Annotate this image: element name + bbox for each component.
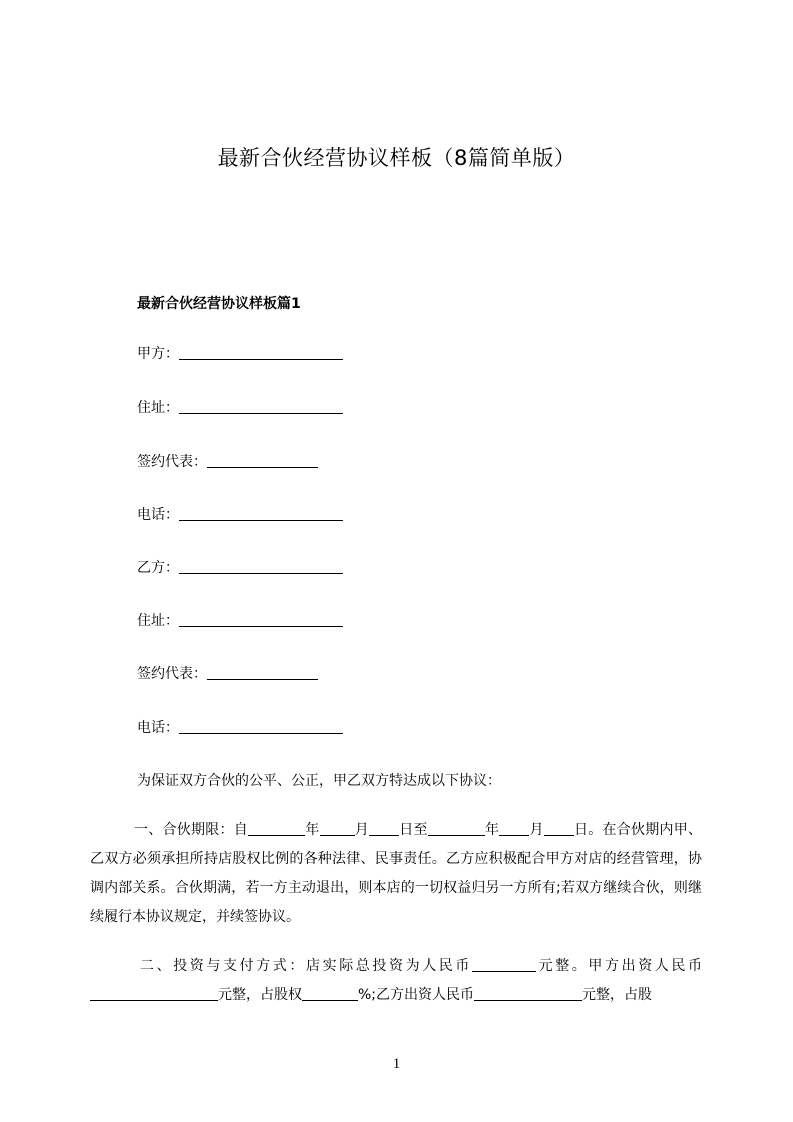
blank-line: [179, 612, 343, 627]
clause-1-paragraph: [90, 816, 702, 932]
blank-line: [179, 399, 343, 414]
clause-text: 元整，占股: [582, 987, 653, 1003]
clause-text: 元整。甲方出资人民币: [536, 958, 702, 974]
section-title: 最新合伙经营协议样板篇1: [137, 296, 301, 312]
clause-2-paragraph: [90, 952, 702, 1010]
clause-text: 年: [484, 822, 500, 838]
field-label: 住址：: [137, 613, 179, 629]
blank-line: [544, 821, 574, 836]
party-a-representative-field: [137, 452, 318, 472]
party-b-phone-field: [137, 718, 343, 738]
clause-text: 月: [529, 822, 544, 838]
field-label: 乙方：: [137, 560, 179, 576]
blank-line: [207, 665, 318, 680]
blank-line: [472, 957, 536, 972]
field-label: 电话：: [137, 720, 179, 736]
field-label: 电话：: [137, 507, 179, 523]
blank-line: [320, 821, 355, 836]
clause-text: %;乙方出资人民币: [358, 987, 475, 1003]
blank-line: [207, 453, 318, 468]
blank-line: [302, 986, 358, 1001]
field-label: 住址：: [137, 400, 179, 416]
clause-text: 一、合伙期限：自: [134, 822, 248, 838]
field-label: 签约代表：: [137, 666, 207, 682]
party-a-phone-field: [137, 505, 343, 525]
clause-text: 二、投资与支付方式：店实际总投资为人民币: [140, 958, 472, 974]
blank-line: [179, 559, 343, 574]
document-title: 最新合伙经营协议样板（8篇简单版）: [217, 146, 576, 170]
blank-line: [428, 821, 485, 836]
blank-line: [179, 506, 343, 521]
field-label: 甲方：: [137, 346, 179, 362]
clause-text: 年: [305, 822, 320, 838]
blank-line: [474, 986, 582, 1001]
clause-text: 日。在合伙期内甲、乙双方必须承担所持店股权比例的各种法律、民事责任。乙方应积极配合甲方对店的经营管理，协调内部关系。合伙期满，若一方主动退出，则本店的一切权益归另一方所有;若双方继续合伙，则继续履行本协议规定，并续签协议。: [90, 822, 702, 925]
party-b-representative-field: [137, 664, 318, 684]
clause-text: 元整，占股权: [218, 987, 302, 1003]
blank-line: [248, 821, 305, 836]
blank-line: [179, 345, 343, 360]
party-a-address-field: [137, 398, 343, 418]
intro-paragraph: 为保证双方合伙的公平、公正，甲乙双方特达成以下协议：: [137, 773, 501, 789]
party-b-address-field: [137, 611, 343, 631]
clause-text: 月: [354, 822, 369, 838]
blank-line: [499, 821, 529, 836]
party-b-name-field: [137, 558, 343, 578]
blank-line: [179, 719, 343, 734]
blank-line: [90, 986, 218, 1001]
clause-text: 日至: [399, 822, 428, 838]
party-a-name-field: [137, 344, 343, 364]
page-number: 1: [392, 1056, 401, 1072]
field-label: 签约代表：: [137, 454, 207, 470]
blank-line: [369, 821, 399, 836]
